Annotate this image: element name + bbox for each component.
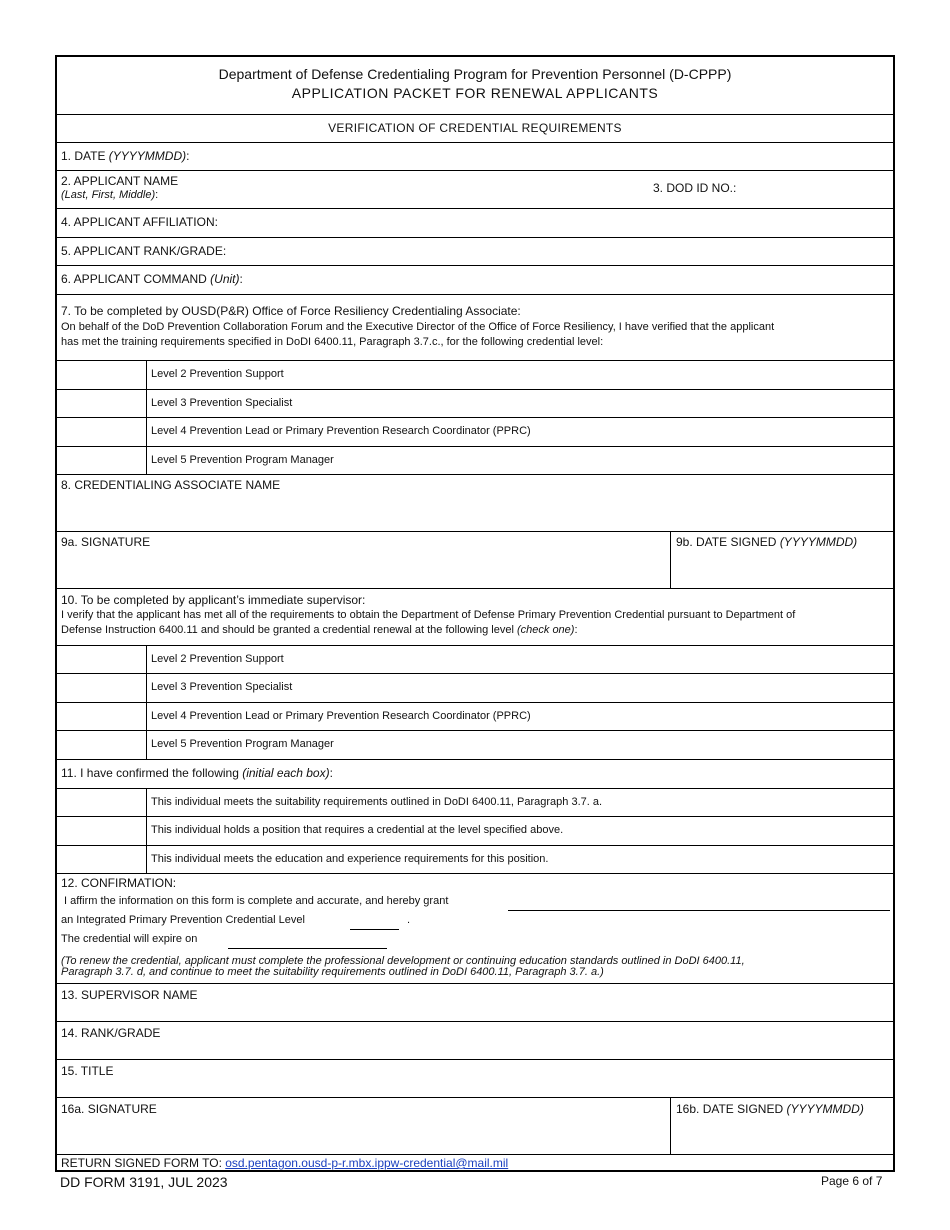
s10-level-row [57,646,893,674]
section-12 [57,874,893,984]
field-command-label: 6. APPLICANT COMMAND (Unit): [61,272,243,286]
field-date-signed-16b-label: 16b. DATE SIGNED (YYYYMMDD) [676,1102,864,1116]
s10-level-label: Level 4 Prevention Lead or Primary Prevention Research Coordinator (PPRC) [151,710,531,722]
section-10-heading: 10. To be completed by applicant’s immediate supervisor: [61,593,366,607]
s11-item-row [57,846,893,874]
field-signature-9a-label: 9a. SIGNATURE [61,535,151,549]
section-12-heading: 12. CONFIRMATION: [61,876,177,890]
field-affiliation-row[interactable] [57,209,893,238]
field-supervisor-name-row[interactable] [57,984,893,1022]
section-12-line2-end: . [407,914,411,926]
section-title: VERIFICATION OF CREDENTIAL REQUIREMENTS [328,121,622,135]
field-supervisor-rank-row[interactable] [57,1022,893,1060]
field-rank-row[interactable] [57,238,893,266]
section-7-heading: 7. To be completed by OUSD(P&R) Office of Force Resiliency Credentialing Associate: [61,304,521,318]
s11-initial-box[interactable] [57,789,146,816]
s11-item-row [57,789,893,817]
section-7-line2: has met the training requirements specified in DoDI 6400.11, Paragraph 3.7.c., for the following credential level: [61,336,604,348]
return-row [57,1155,893,1172]
credential-level-field[interactable] [350,915,399,930]
s11-initial-box[interactable] [57,846,146,873]
s7-level-label: Level 3 Prevention Specialist [151,397,293,409]
s10-level-label: Level 5 Prevention Program Manager [151,738,334,750]
page-number: Page 6 of 7 [821,1174,883,1188]
s7-level-checkbox[interactable] [57,418,146,446]
header-org: Department of Defense Credentialing Program for Prevention Personnel (D-CPPP) [218,66,732,82]
dd-form-3191 [55,55,895,1172]
field-date-label: 1. DATE (YYYYMMDD): [61,149,190,163]
s7-level-checkbox[interactable] [57,390,146,417]
section-10-line1: I verify that the applicant has met all of the requirements to obtain the Department of Defense Primary Prevention Credential pursuant to Department of [61,609,796,621]
section-11-heading: 11. I have confirmed the following (initial each box): [61,766,333,780]
field-applicant-name-label: 2. APPLICANT NAME [61,174,179,188]
field-signature-16a-label: 16a. SIGNATURE [61,1102,157,1116]
field-associate-name-label: 8. CREDENTIALING ASSOCIATE NAME [61,478,281,492]
s11-item-label: This individual meets the education and experience requirements for this position. [151,853,549,865]
field-associate-name-row[interactable] [57,475,893,532]
grant-name-field[interactable] [508,896,890,911]
s10-level-checkbox[interactable] [57,703,146,730]
return-label: RETURN SIGNED FORM TO: osd.pentagon.ousd-p-r.mbx.ippw-credential@mail.mil [61,1156,509,1170]
s7-level-row [57,361,893,390]
signature-9-row [57,532,893,589]
field-title-label: 15. TITLE [61,1064,114,1078]
section-10-line2: Defense Instruction 6400.11 and should be granted a credential renewal at the following level (check one): [61,624,578,636]
expiration-date-field[interactable] [228,934,387,949]
form-id: DD FORM 3191, JUL 2023 [60,1174,228,1190]
s10-level-label: Level 2 Prevention Support [151,653,284,665]
s10-level-checkbox[interactable] [57,646,146,673]
section-12-note2: Paragraph 3.7. d, and continue to meet the suitability requirements outlined in DoDI 6400.11, Paragraph 3.7. a.) [61,966,604,978]
s7-level-label: Level 4 Prevention Lead or Primary Prevention Research Coordinator (PPRC) [151,425,531,437]
field-name-row[interactable] [57,171,893,209]
field-title-row[interactable] [57,1060,893,1098]
s11-item-row [57,817,893,846]
section-12-line1: I affirm the information on this form is complete and accurate, and hereby grant [64,895,449,907]
s10-level-row [57,731,893,760]
form-header [57,57,893,115]
s11-item-label: This individual meets the suitability requirements outlined in DoDI 6400.11, Paragraph 3.7. a. [151,796,603,808]
field-dod-id-label: 3. DOD ID NO.: [653,181,737,195]
section-10 [57,589,893,646]
s10-level-label: Level 3 Prevention Specialist [151,681,293,693]
return-email-link[interactable]: osd.pentagon.ousd-p-r.mbx.ippw-credential@mail.mil [225,1156,509,1170]
s7-level-label: Level 2 Prevention Support [151,368,284,380]
section-title-row [57,115,893,143]
section-11 [57,760,893,789]
section-12-line3: The credential will expire on [61,933,198,945]
s10-level-row [57,674,893,703]
s7-level-checkbox[interactable] [57,447,146,474]
field-supervisor-name-label: 13. SUPERVISOR NAME [61,988,198,1002]
field-date-signed-9b-label: 9b. DATE SIGNED (YYYYMMDD) [676,535,858,549]
section-12-line2: an Integrated Primary Prevention Credential Level [61,914,305,926]
field-applicant-name-sub: (Last, First, Middle): [61,189,159,201]
s10-level-checkbox[interactable] [57,674,146,702]
field-rank-label: 5. APPLICANT RANK/GRADE: [61,244,227,258]
field-supervisor-rank-label: 14. RANK/GRADE [61,1026,161,1040]
s7-level-row [57,447,893,475]
s10-level-checkbox[interactable] [57,731,146,759]
field-affiliation-label: 4. APPLICANT AFFILIATION: [61,215,218,229]
section-12-note1: (To renew the credential, applicant must complete the professional development or continuing education standards outlined in DoDI 6400.11, [61,955,745,967]
s11-initial-box[interactable] [57,817,146,845]
s10-level-row [57,703,893,731]
s7-level-row [57,390,893,418]
s7-level-row [57,418,893,447]
field-command-row[interactable] [57,266,893,295]
header-title: APPLICATION PACKET FOR RENEWAL APPLICANTS [291,85,659,101]
section-7 [57,295,893,361]
field-date-row[interactable] [57,143,893,171]
s11-item-label: This individual holds a position that requires a credential at the level specified above. [151,824,564,836]
section-7-line1: On behalf of the DoD Prevention Collaboration Forum and the Executive Director of the Office of Force Resiliency, I have verified that the applicant [61,321,775,333]
s7-level-checkbox[interactable] [57,361,146,389]
signature-16-row [57,1098,893,1155]
s7-level-label: Level 5 Prevention Program Manager [151,454,334,466]
